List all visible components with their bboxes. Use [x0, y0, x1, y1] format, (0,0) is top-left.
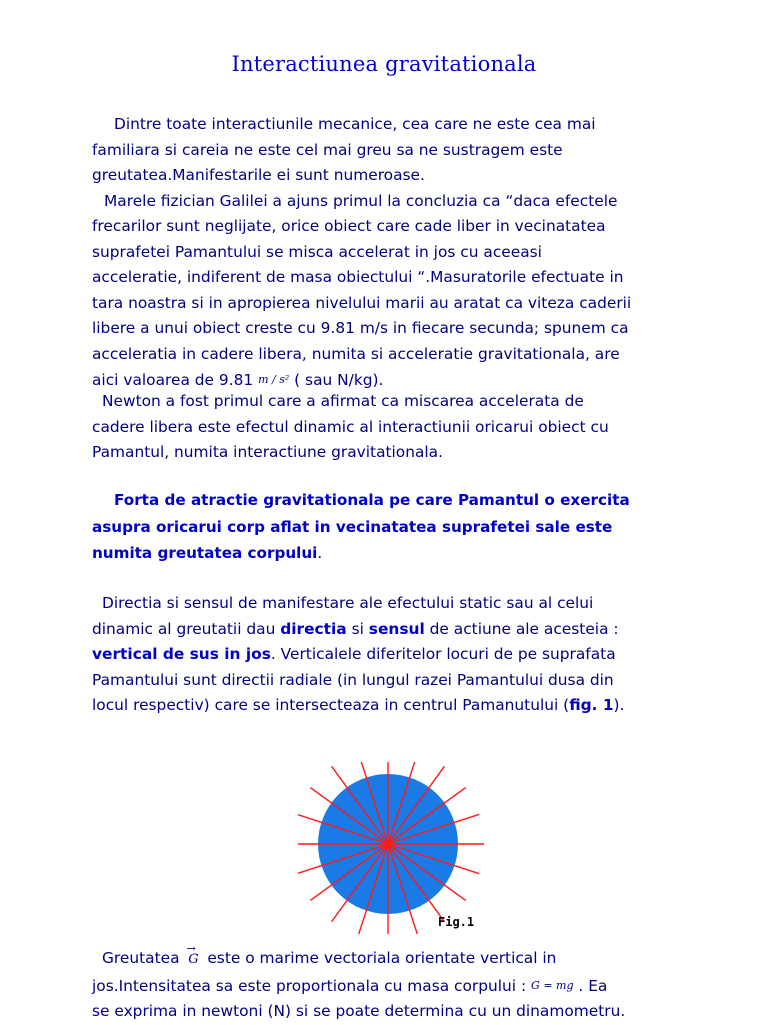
figure-reference: fig. 1 [569, 696, 614, 714]
text-fragment: Greutatea [102, 949, 185, 967]
text-line [92, 642, 692, 668]
text-line: suprafetei Pamantului se misca accelerat in jos cu aceeasi [92, 242, 542, 261]
vector-letter: G [188, 952, 199, 967]
text-line: Pamantului sunt directii radiale (in lungul razei Pamantului dusa din [92, 670, 614, 689]
text-line: tara noastra si in apropierea nivelului marii au aratat ca viteza caderii [92, 293, 632, 312]
bold-term: numita greutatea corpului [92, 544, 318, 562]
paragraph-weight-vector [92, 942, 692, 1025]
text-line [92, 540, 692, 567]
text-fragment: este o marime vectoriala orientate vertical in [202, 949, 557, 967]
text-fragment: de actiune ale acesteia : [424, 619, 619, 638]
text-fragment: ). [613, 696, 625, 714]
text-line: Newton a fost primul care a afirmat ca miscarea accelerata de [102, 392, 584, 410]
vector-g-symbol [184, 942, 202, 973]
vector-arrow: → [186, 942, 196, 955]
text-fragment: aici valoarea de 9.81 [92, 371, 259, 389]
figure-label: Fig.1 [438, 915, 475, 929]
text-fragment: si [346, 619, 369, 638]
paragraph-newton [92, 389, 692, 466]
text-line [92, 693, 692, 719]
weight-formula: G = mg [531, 978, 574, 992]
text-line: Forta de atractie gravitationala pe care Pamantul o exercita [114, 491, 630, 509]
text-fragment: . Verticalele diferitelor locuri de pe suprafata [270, 645, 616, 663]
text-fragment: dinamic al greutatii dau [92, 619, 281, 638]
earth-diagram [298, 762, 494, 934]
text-fragment: locul respectiv) care se intersecteaza in centrul Pamanutului ( [92, 696, 570, 714]
text-line: acceleratie, indiferent de masa obiectului “.Masuratorile efectuate in [92, 268, 624, 286]
text-line: libere a unui obiect creste cu 9.81 m/s in fiecare secunda; spunem ca [92, 319, 629, 337]
figure-earth-radial-lines [298, 762, 494, 934]
text-line: Pamantul, numita interactiune gravitationala. [92, 443, 444, 461]
paragraph-intro [92, 112, 692, 394]
text-fragment: . [317, 544, 323, 562]
text-fragment: jos.Intensitatea sa este proportionala cu masa corpului : [92, 976, 532, 995]
paragraph-definition [92, 487, 692, 567]
text-fragment: ( sau N/kg). [289, 371, 384, 389]
text-line: acceleratia in cadere libera, numita si acceleratie gravitationala, are [92, 344, 620, 363]
bold-term: vertical de sus in jos [92, 645, 271, 663]
bold-term: sensul [368, 619, 425, 638]
text-line: greutatea.Manifestarile ei sunt numeroase. [92, 166, 425, 184]
text-line [92, 973, 692, 1000]
text-line: frecarilor sunt neglijate, orice obiect care cade liber in vecinatatea [92, 217, 606, 235]
text-line: se exprima in newtoni (N) si se poate determina cu un dinamometru. [92, 1002, 626, 1020]
text-line: Marele fizician Galilei a ajuns primul la concluzia ca “daca efectele [104, 191, 618, 210]
paragraph-direction [92, 591, 692, 719]
unit-formula: m / s² [258, 373, 290, 386]
text-line [92, 942, 692, 973]
text-line: Directia si sensul de manifestare ale efectului static sau al celui [102, 594, 594, 612]
bold-term: directia [280, 619, 347, 638]
text-line: Dintre toate interactiunile mecanice, cea care ne este cea mai [114, 115, 596, 133]
document-title: Interactiunea gravitationala [231, 52, 537, 76]
text-line: familiara si careia ne este cel mai greu sa ne sustragem este [92, 140, 563, 159]
text-line: cadere libera este efectul dinamic al interactiunii oricarui obiect cu [92, 417, 609, 436]
text-line [92, 617, 692, 643]
text-line: asupra oricarui corp aflat in vecinatatea suprafetei sale este [92, 517, 613, 536]
text-fragment: . Ea [573, 976, 608, 995]
